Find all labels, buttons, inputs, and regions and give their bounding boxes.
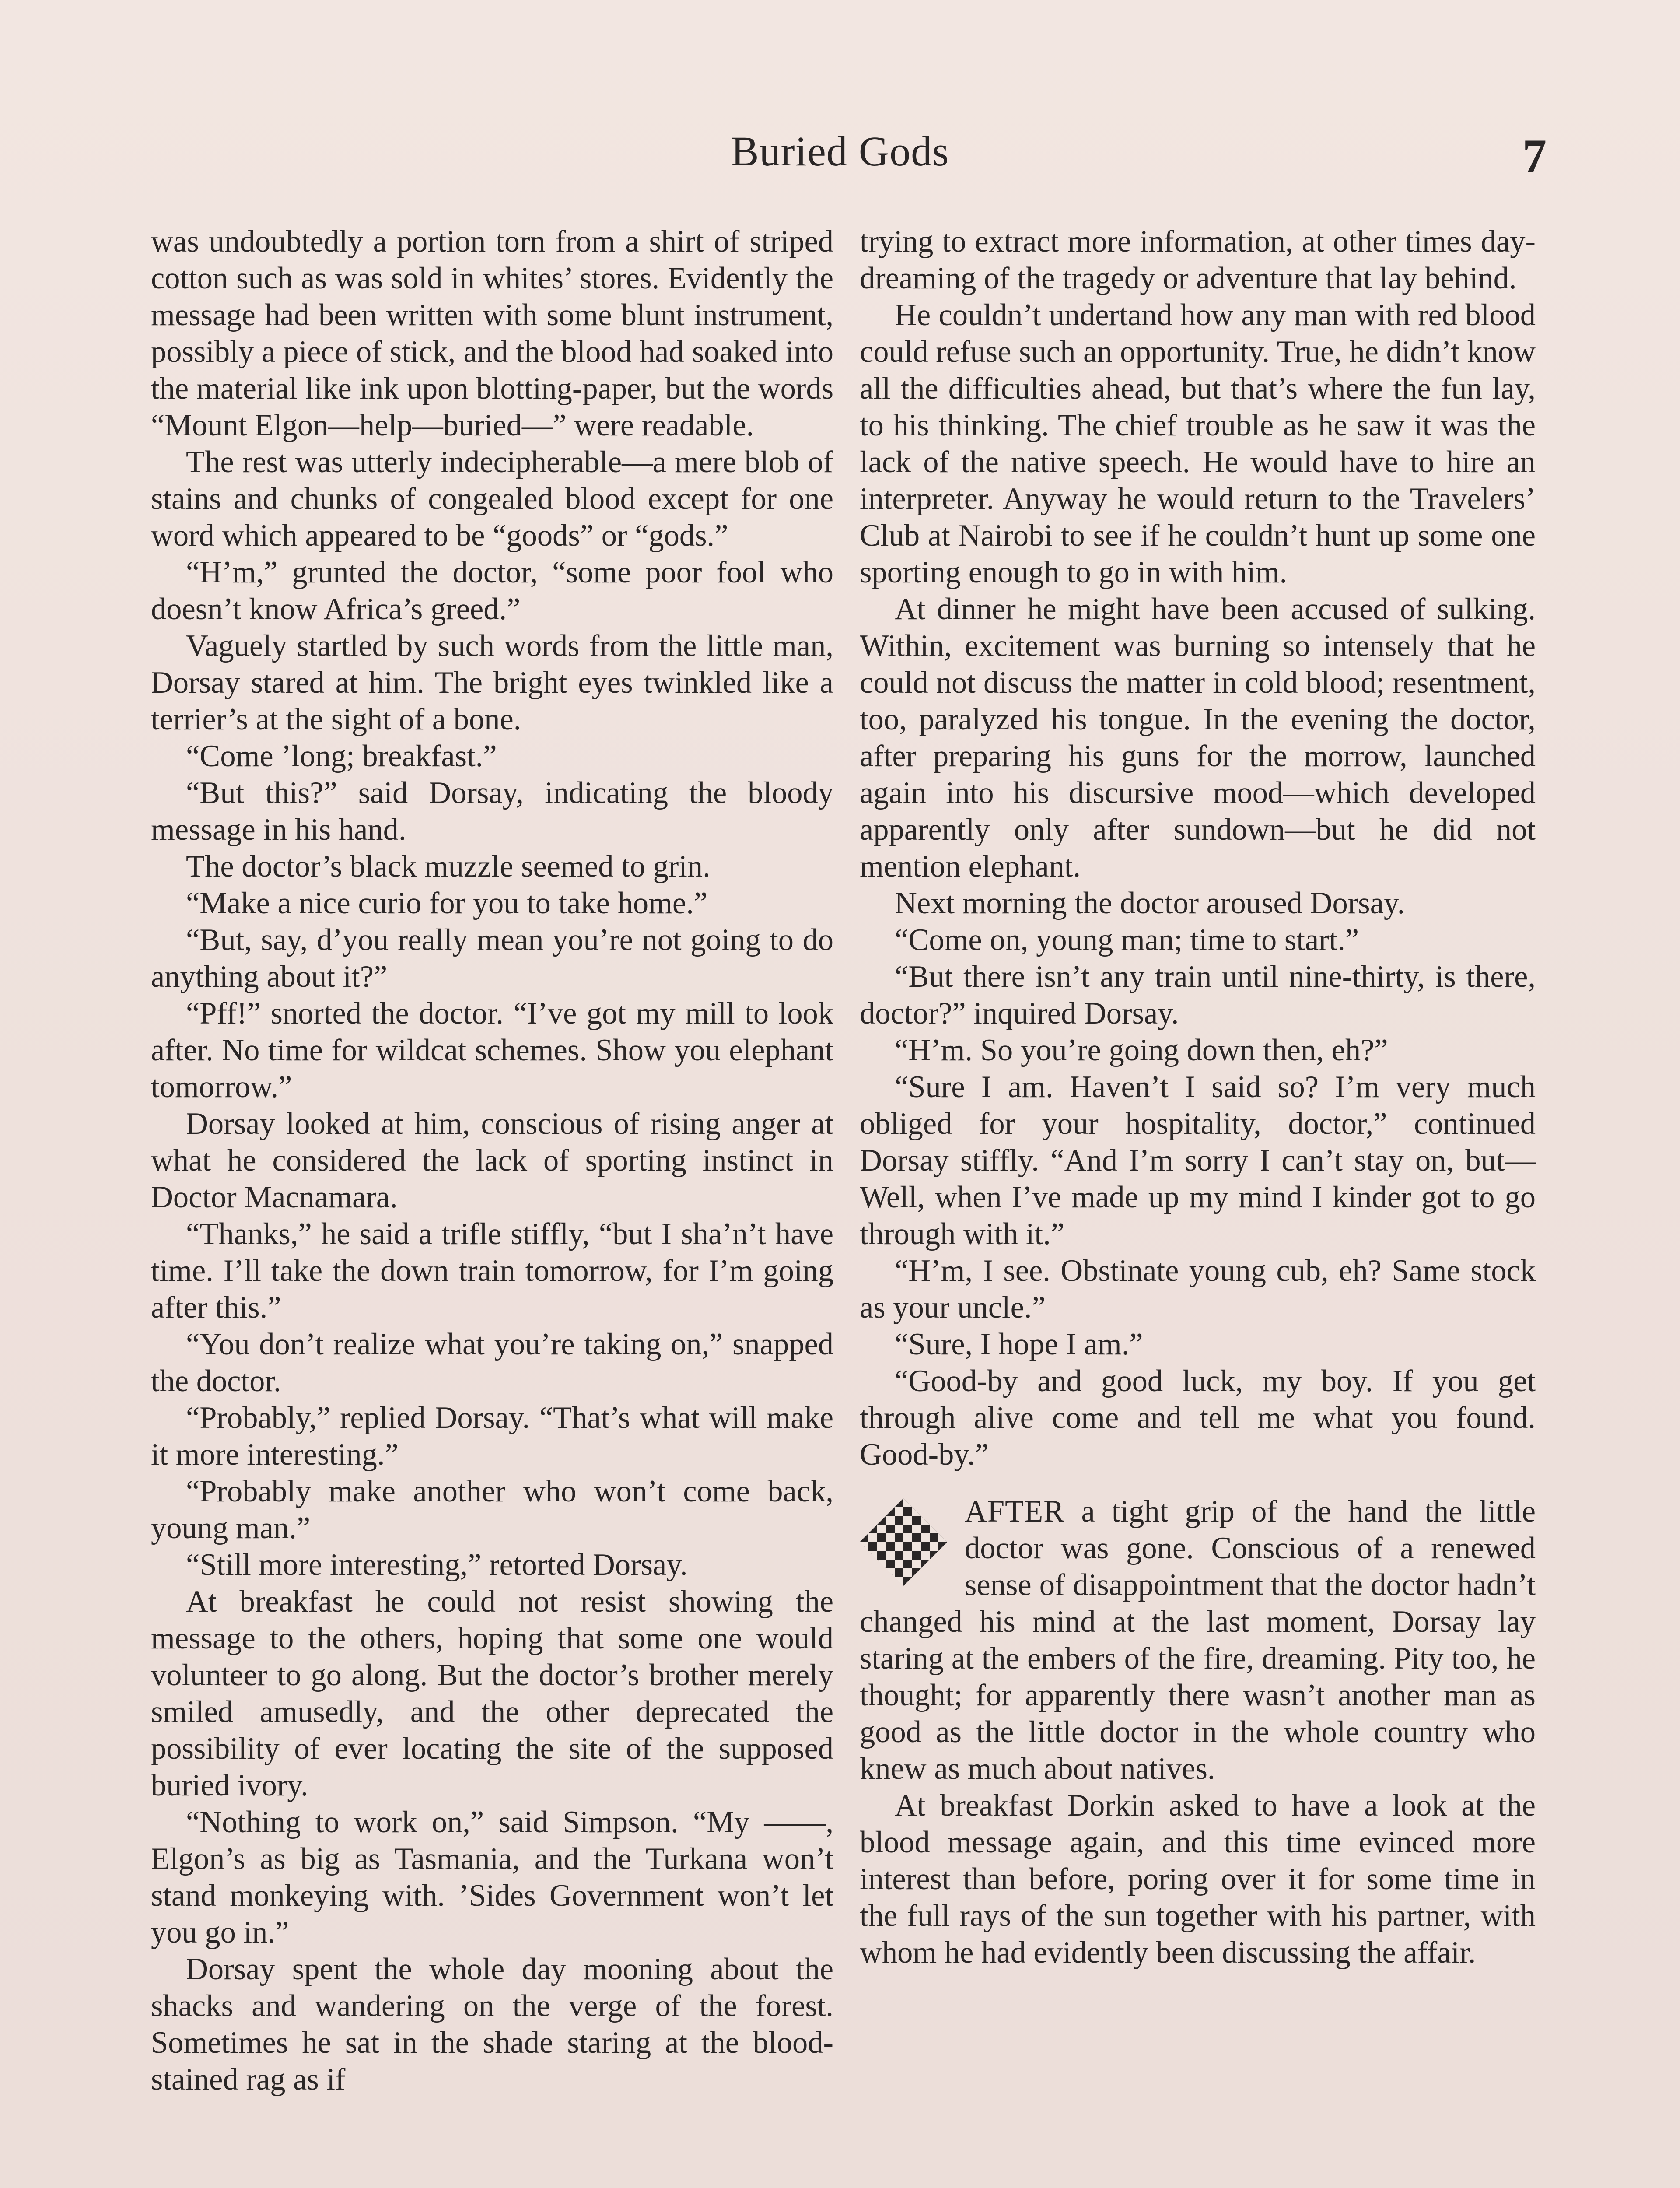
paragraph: At breakfast Dorkin asked to have a look at the blood message again, and this time evinced more interest than before, poring over it for some time in the full rays of the sun together with his partner, with whom he had evidently been discussing the affair. bbox=[860, 1788, 1536, 1970]
paragraph: Dorsay spent the whole day mooning about the shacks and wandering on the verge of the forest. Sometimes he sat in the shade staring at the blood-stained rag as if bbox=[151, 1952, 833, 2097]
section-body-text: a tight grip of the hand the little doctor was gone. Conscious of a renewed sense of disappointment that the doctor hadn’t changed his mind at the last moment, Dorsay lay staring at the embers of the fire, dreaming. Pity too, he thought; for apparently there wasn’t another man as good as the little doctor in the whole country who knew as much about natives. bbox=[860, 1494, 1536, 1786]
paragraph: “Probably,” replied Dorsay. “That’s what will make it more interesting.” bbox=[151, 1401, 833, 1472]
paragraph: “H’m,” grunted the doctor, “some poor fool who doesn’t know Africa’s greed.” bbox=[151, 555, 833, 626]
section-opening-paragraph bbox=[860, 1493, 1536, 1787]
paragraph: “Sure, I hope I am.” bbox=[895, 1327, 1143, 1361]
paragraph: “H’m, I see. Obstinate young cub, eh? Same stock as your uncle.” bbox=[860, 1254, 1536, 1325]
left-column bbox=[151, 223, 833, 2098]
paragraph: “Come on, young man; time to start.” bbox=[895, 923, 1359, 957]
paragraph: Next morning the doctor aroused Dorsay. bbox=[895, 886, 1405, 920]
page-number: 7 bbox=[1522, 130, 1547, 183]
right-column bbox=[860, 223, 1536, 1971]
paragraph: Dorsay looked at him, conscious of rising anger at what he considered the lack of sporting instinct in Doctor Macnamara. bbox=[151, 1107, 833, 1214]
paragraph: “H’m. So you’re going down then, eh?” bbox=[895, 1033, 1388, 1067]
paragraph: “Come ’long; breakfast.” bbox=[186, 739, 497, 773]
paragraph: “Good-by and good luck, my boy. If you get through alive come and tell me what you found. Good-by.” bbox=[860, 1364, 1536, 1472]
paragraph: “Thanks,” he said a trifle stiffly, “but I sha’n’t have time. I’ll take the down train tomorrow, for I’m going after this.” bbox=[151, 1217, 833, 1325]
paragraph: trying to extract more information, at other times day-dreaming of the tragedy or adventure that lay behind. bbox=[860, 224, 1536, 295]
paragraph: “But this?” said Dorsay, indicating the bloody message in his hand. bbox=[151, 776, 833, 847]
paragraph: “Nothing to work on,” said Simpson. “My ——, Elgon’s as big as Tasmania, and the Turkana won’t stand monkeying with. ’Sides Government won’t let you go in.” bbox=[151, 1805, 833, 1950]
paragraph: “But there isn’t any train until nine-thirty, is there, doctor?” inquired Dorsay. bbox=[860, 960, 1536, 1031]
paragraph: “Pff!” snorted the doctor. “I’ve got my mill to look after. No time for wildcat schemes. Show you elephant tomorrow.” bbox=[151, 996, 833, 1104]
paragraph: Vaguely startled by such words from the little man, Dorsay stared at him. The bright eyes twinkled like a terrier’s at the sight of a bone. bbox=[151, 629, 833, 736]
page-header bbox=[0, 127, 1680, 188]
paragraph: was undoubtedly a portion torn from a shirt of striped cotton such as was sold in whites’ stores. Evidently the message had been written with some blunt instrument, possibly a piece of stick, and the blood had soaked into the material like ink upon blotting-paper, but the words “Mount Elgon—help—buried—” were readable. bbox=[151, 224, 833, 442]
paragraph: “Sure I am. Haven’t I said so? I’m very much obliged for your hospitality, doctor,” continued Dorsay stiffly. “And I’m sorry I can’t stay on, but— Well, when I’ve made up my mind I kinder got to go through with it.” bbox=[860, 1070, 1536, 1251]
paragraph: “You don’t realize what you’re taking on,” snapped the doctor. bbox=[151, 1327, 833, 1398]
paragraph: He couldn’t undertand how any man with red blood could refuse such an opportunity. True, he didn’t know all the difficulties ahead, but that’s where the fun lay, to his thinking. The chief trouble as he saw it was the lack of the native speech. He would have to hire an interpreter. Anyway he would return to the Travelers’ Club at Nairobi to see if he couldn’t hunt up some one sporting enough to go in with him. bbox=[860, 298, 1536, 589]
paragraph: At dinner he might have been accused of sulking. Within, excitement was burning so intensely that he could not discuss the matter in cold blood; resentment, too, paralyzed his tongue. In the evening the doctor, after preparing his guns for the morrow, launched again into his discursive mood—which developed apparently only after sundown—but he did not mention elephant. bbox=[860, 592, 1536, 884]
paragraph: The rest was utterly indecipherable—a mere blob of stains and chunks of congealed blood except for one word which appeared to be “goods” or “gods.” bbox=[151, 445, 833, 553]
paragraph: “Probably make another who won’t come back, young man.” bbox=[151, 1474, 833, 1545]
running-title: Buried Gods bbox=[731, 128, 949, 175]
paragraph: At breakfast he could not resist showing the message to the others, hoping that some one would volunteer to go along. But the doctor’s brother merely smiled amusedly, and the other deprecated the possibility of ever locating the site of the supposed buried ivory. bbox=[151, 1585, 833, 1802]
paragraph: “Make a nice curio for you to take home.” bbox=[186, 886, 708, 920]
section-lead-word: AFTER bbox=[965, 1494, 1065, 1529]
paragraph: “But, say, d’you really mean you’re not going to do anything about it?” bbox=[151, 923, 833, 994]
section-ornament-icon bbox=[860, 1498, 947, 1586]
paragraph: “Still more interesting,” retorted Dorsay. bbox=[186, 1548, 688, 1582]
paragraph: The doctor’s black muzzle seemed to grin. bbox=[186, 849, 710, 884]
